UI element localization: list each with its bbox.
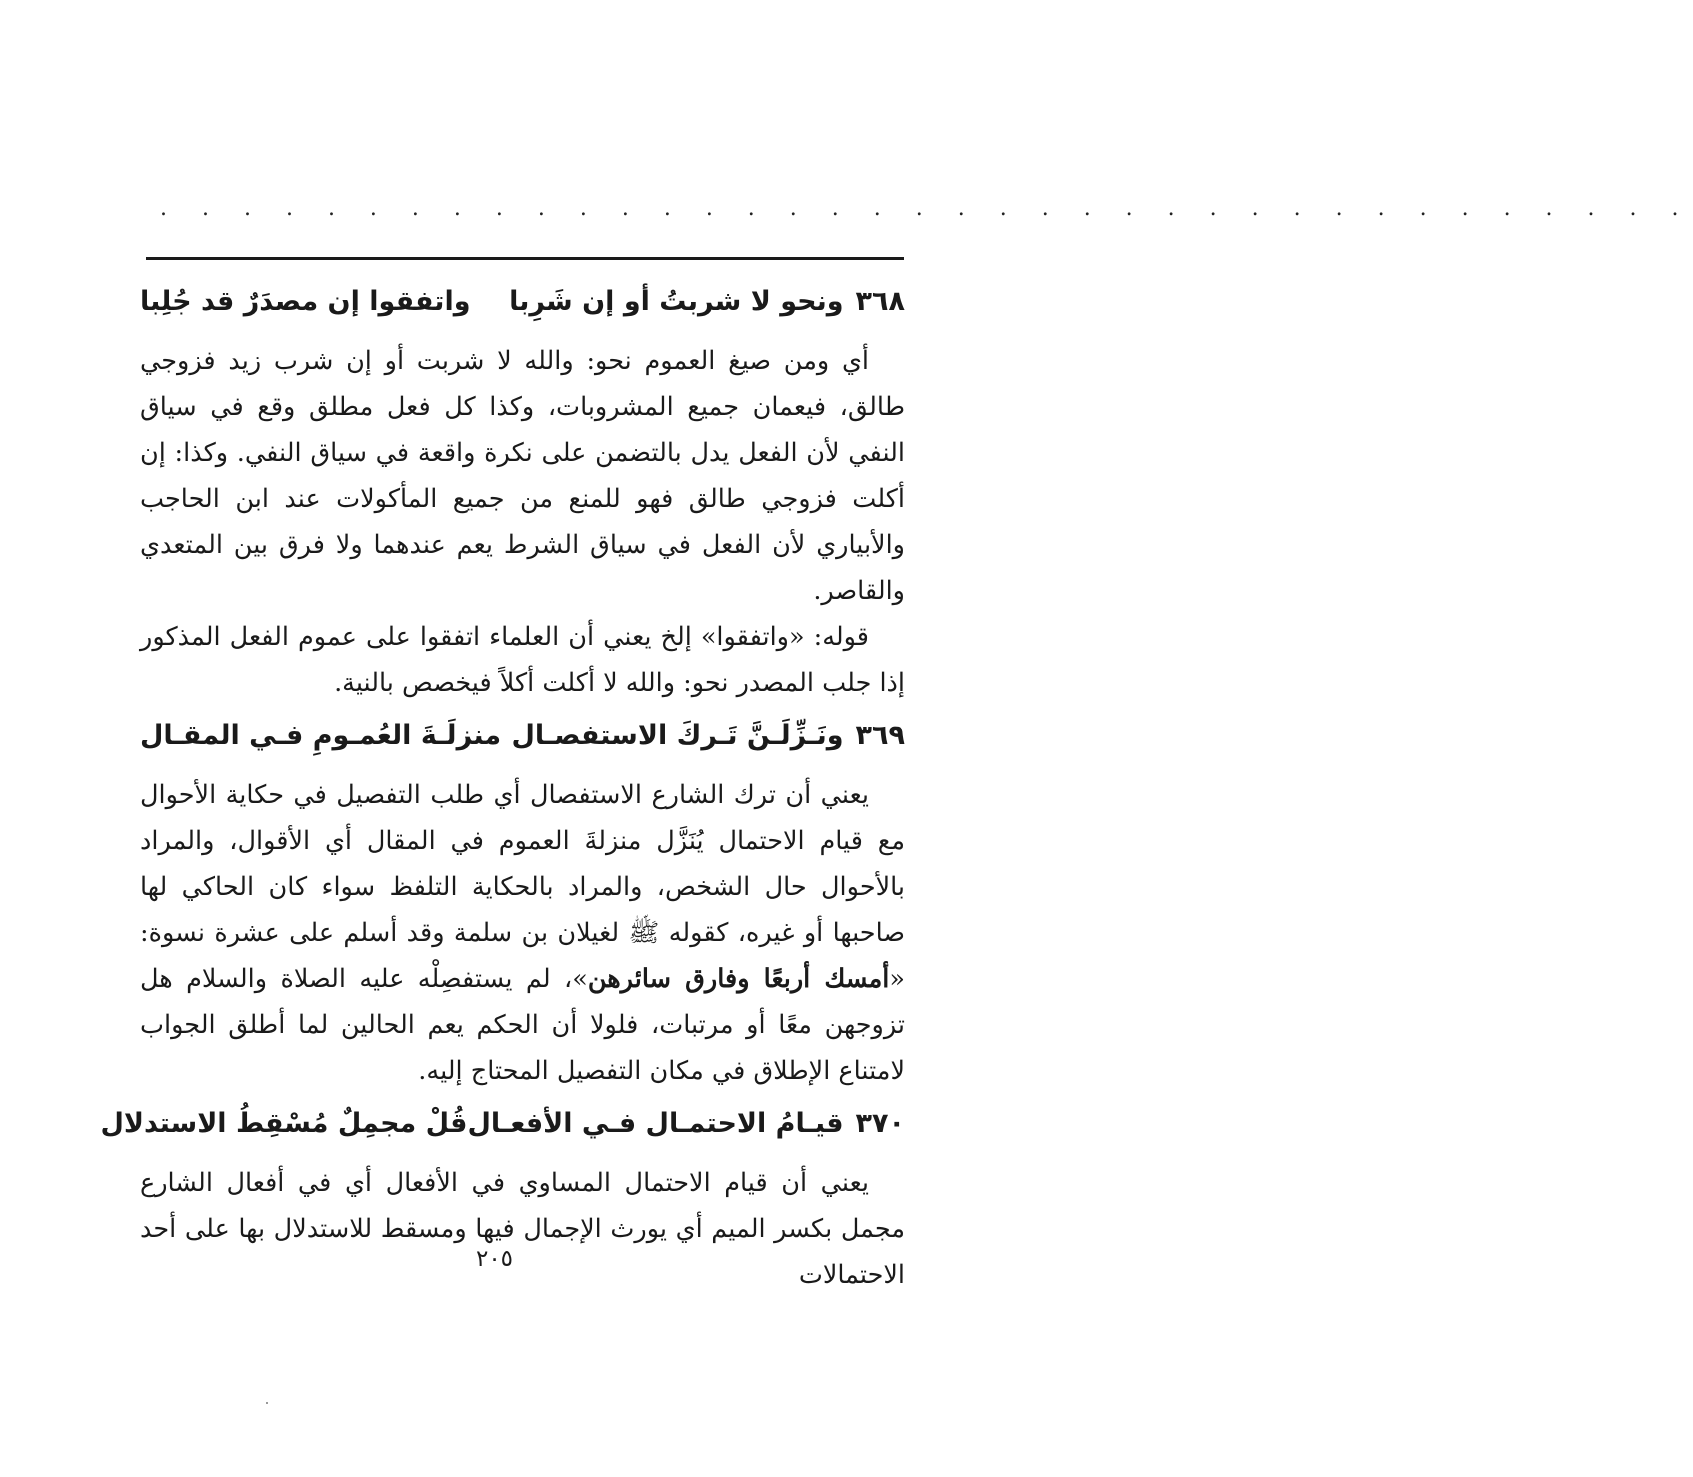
- verse-hemistich-second: قُلْ مجمِلٌ مُسْقِطُ الاستدلال: [100, 1108, 468, 1139]
- verse-hemistich-first: ونحو لا شربتُ أو إن شَرِبا: [509, 286, 844, 317]
- hadith-quote: أمسك أربعًا وفارق سائرهن: [587, 964, 890, 994]
- ornamental-dots: . . . . . . . . . . . . . . . . . . . . . . . . . . . . . . . . . . . . .: [160, 196, 1693, 221]
- scan-speck: [266, 1402, 268, 1404]
- verse-369: [140, 706, 905, 766]
- page-content: [100, 272, 906, 1298]
- commentary-paragraph: يعني أن قيام الاحتمال المساوي في الأفعال أي في أفعال الشارع مجمل بكسر الميم أي يورث الإجمال فيها ومسقط للاستدلال بها على أحد الاحتمالات: [140, 1168, 905, 1290]
- commentary-text: يعني أن ترك الشارع الاستفصال أي طلب التفصيل في حكاية الأحوال مع قيام الاحتمال يُنَزَّل منزلةَ العموم في المقال أي الأقوال، والمراد بالأحوال حال الشخص، والمراد بالحكاية التلفظ سواء كان الحاكي لها صاحبها أو غيره، كقوله ﷺ لغيلان بن سلمة وقد أسلم على عشرة نسوة: «: [140, 780, 906, 994]
- separator-rule: [146, 257, 904, 260]
- verse-hemistich-second: واتفقوا إن مصدَرٌ قد جُلِبا: [139, 286, 471, 317]
- verse-368: [140, 272, 905, 332]
- commentary-paragraph: قوله: «واتفقوا» إلخ يعني أن العلماء اتفقوا على عموم الفعل المذكور إذا جلب المصدر نحو: والله لا أكلت أكلاً فيخصص بالنية.: [140, 622, 905, 698]
- verse-370: [100, 1094, 905, 1154]
- verse-hemistich-first: قيـامُ الاحتمـال فـي الأفعـال: [467, 1108, 844, 1139]
- commentary-paragraph: [140, 772, 905, 1094]
- commentary-paragraph: أي ومن صيغ العموم نحو: والله لا شربت أو إن شرب زيد فزوجي طالق، فيعمان جميع المشروبات، وكذا كل فعل مطلق وقع في سياق النفي لأن الفعل يدل بالتضمن على نكرة واقعة في سياق النفي. وكذا: إن أكلت فزوجي طالق فهو للمنع من جميع المأكولات عند ابن الحاجب والأبياري لأن الفعل في سياق الشرط يعم عندهما ولا فرق بين المتعدي والقاصر.: [140, 346, 905, 606]
- verse-hemistich-first: ونَـزِّلَـنَّ تَـركَ الاستفصـال: [511, 720, 844, 751]
- verse-number: ٣٦٩: [855, 720, 905, 751]
- commentary-text: »، لم يستفصِلْه عليه الصلاة والسلام هل تزوجهن معًا أو مرتبات، فلولا أن الحكم يعم الحالين لما أطلق الجواب لامتناع الإطلاق في مكان التفصيل المحتاج إليه.: [140, 964, 905, 1086]
- verse-hemistich-second: منزلَـةَ العُمـومِ فـي المقـال: [140, 720, 502, 751]
- verse-number: ٣٦٨: [855, 286, 905, 317]
- page-number: ٢٠٥: [475, 1246, 514, 1272]
- verse-number: ٣٧٠: [855, 1108, 905, 1139]
